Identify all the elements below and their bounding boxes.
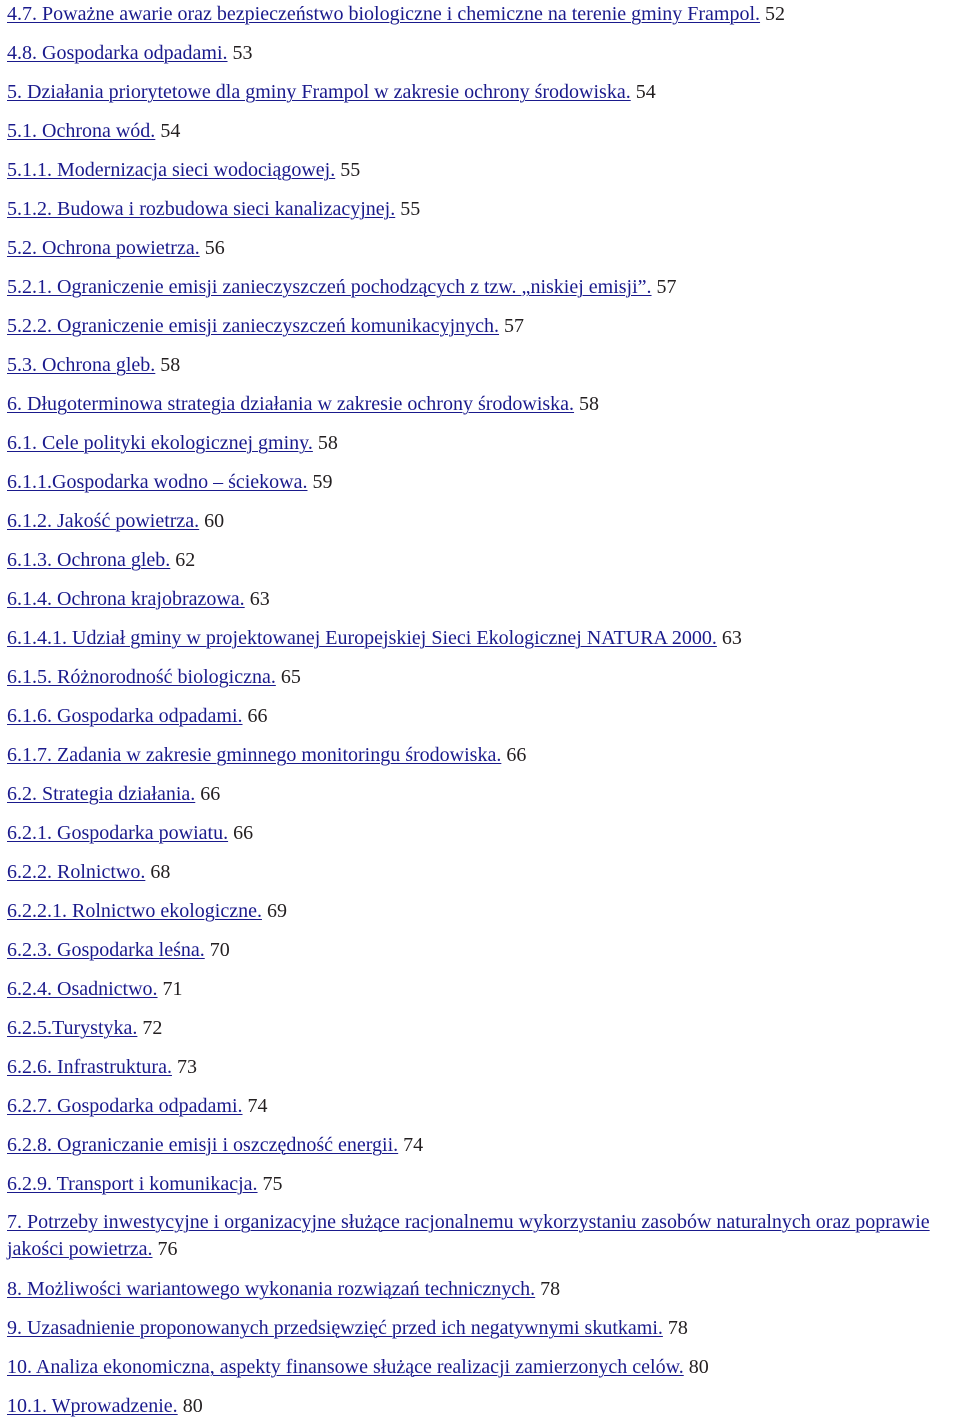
toc-link[interactable]: 6.2.5.Turystyka. — [7, 1017, 138, 1039]
toc-page-number: 62 — [175, 549, 196, 571]
toc-link[interactable]: 6.2.9. Transport i komunikacja. — [7, 1173, 258, 1195]
toc-page-number: 66 — [506, 744, 527, 766]
toc-entry — [7, 120, 180, 142]
toc-page-number: 54 — [635, 81, 656, 103]
toc-link[interactable]: 5.2.2. Ograniczenie emisji zanieczyszczeń komunikacyjnych. — [7, 315, 500, 337]
toc-entry — [7, 237, 225, 259]
toc-link[interactable]: 6.2.3. Gospodarka leśna. — [7, 939, 205, 961]
toc-page-number: 58 — [317, 432, 338, 454]
toc-page-number: 63 — [249, 588, 270, 610]
toc-page-number: 63 — [721, 627, 742, 649]
toc-entry — [7, 42, 253, 64]
toc-link[interactable]: 6.2.6. Infrastruktura. — [7, 1056, 172, 1078]
toc-entry — [7, 900, 287, 922]
toc-entry — [7, 1017, 162, 1039]
toc-link[interactable]: 5.2.1. Ograniczenie emisji zanieczyszczeń pochodzących z tzw. „niskiej emisji”. — [7, 276, 652, 298]
toc-link[interactable]: 4.8. Gospodarka odpadami. — [7, 42, 228, 64]
toc-link[interactable]: 6.1.3. Ochrona gleb. — [7, 549, 171, 571]
toc-page-number: 71 — [162, 978, 183, 1000]
toc-page-number: 78 — [540, 1278, 561, 1300]
toc-link[interactable]: 8. Możliwości wariantowego wykonania rozwiązań technicznych. — [7, 1278, 536, 1300]
toc-page-number: 72 — [142, 1017, 163, 1039]
toc-page-number: 58 — [160, 354, 181, 376]
toc-entry — [7, 861, 170, 883]
toc-page-number: 52 — [765, 3, 786, 25]
toc-link[interactable]: 5. Działania priorytetowe dla gminy Frampol w zakresie ochrony środowiska. — [7, 81, 631, 103]
toc-entry — [7, 159, 360, 181]
toc-link[interactable]: 6.2. Strategia działania. — [7, 783, 196, 805]
toc-page-number: 66 — [233, 822, 254, 844]
toc-link[interactable]: 6. Długoterminowa strategia działania w zakresie ochrony środowiska. — [7, 393, 575, 415]
toc-page-number: 57 — [504, 315, 525, 337]
toc-page-number: 76 — [157, 1238, 178, 1260]
toc-entry — [7, 1395, 203, 1417]
toc-link[interactable]: 6.1.2. Jakość powietrza. — [7, 510, 200, 532]
toc-link[interactable]: 6.1.4. Ochrona krajobrazowa. — [7, 588, 245, 610]
toc-entry — [7, 1056, 197, 1078]
toc-entry — [7, 510, 224, 532]
toc-page-number: 53 — [232, 42, 253, 64]
toc-page-number: 74 — [403, 1134, 424, 1156]
toc-entry — [7, 1317, 688, 1339]
toc-page-number: 55 — [340, 159, 361, 181]
toc-link[interactable]: 6.2.2.1. Rolnictwo ekologiczne. — [7, 900, 262, 922]
toc-entry — [7, 1134, 423, 1156]
toc-link[interactable]: 7. Potrzeby inwestycyjne i organizacyjne służące racjonalnemu wykorzystaniu zasobów naturalnych oraz poprawie jakości powietrza. — [7, 1211, 930, 1260]
toc-link[interactable]: 6.1.5. Różnorodność biologiczna. — [7, 666, 276, 688]
toc-link[interactable]: 5.3. Ochrona gleb. — [7, 354, 156, 376]
toc-page-number: 65 — [280, 666, 301, 688]
toc-page-number: 55 — [400, 198, 421, 220]
toc-entry — [7, 1173, 283, 1195]
toc-page-number: 54 — [160, 120, 181, 142]
toc-link[interactable]: 10. Analiza ekonomiczna, aspekty finansowe służące realizacji zamierzonych celów. — [7, 1356, 684, 1378]
toc-link[interactable]: 6.2.1. Gospodarka powiatu. — [7, 822, 229, 844]
toc-link[interactable]: 5.1. Ochrona wód. — [7, 120, 156, 142]
toc-entry — [7, 822, 253, 844]
toc-page-number: 59 — [312, 471, 333, 493]
toc-link[interactable]: 6.1. Cele polityki ekologicznej gminy. — [7, 432, 313, 454]
toc-page-number: 57 — [656, 276, 677, 298]
toc-page-number: 68 — [150, 861, 171, 883]
toc-page-number: 80 — [182, 1395, 203, 1417]
toc-entry — [7, 471, 333, 493]
toc-link[interactable]: 6.2.7. Gospodarka odpadami. — [7, 1095, 243, 1117]
toc-entry — [7, 666, 301, 688]
toc-entry — [7, 3, 785, 25]
toc-entry — [7, 783, 220, 805]
toc-page-number: 69 — [266, 900, 287, 922]
toc-entry — [7, 1095, 268, 1117]
toc-link[interactable]: 10.1. Wprowadzenie. — [7, 1395, 178, 1417]
toc-page-number: 66 — [247, 705, 268, 727]
toc-entry — [7, 1356, 709, 1378]
toc-page-number: 58 — [579, 393, 600, 415]
toc-page-number: 56 — [204, 237, 225, 259]
toc-entry — [7, 549, 195, 571]
toc-page-number: 74 — [247, 1095, 268, 1117]
toc-link[interactable]: 6.1.1.Gospodarka wodno – ściekowa. — [7, 471, 308, 493]
toc-link[interactable]: 9. Uzasadnienie proponowanych przedsięwzięć przed ich negatywnymi skutkami. — [7, 1317, 663, 1339]
toc-entry — [7, 276, 677, 298]
toc-page-number: 66 — [200, 783, 221, 805]
toc-entry — [7, 198, 420, 220]
toc-page-number: 73 — [176, 1056, 197, 1078]
toc-entry — [7, 432, 338, 454]
toc-link[interactable]: 5.1.2. Budowa i rozbudowa sieci kanalizacyjnej. — [7, 198, 396, 220]
toc-page-number: 60 — [204, 510, 225, 532]
toc-page-number: 78 — [667, 1317, 688, 1339]
toc-link[interactable]: 4.7. Poważne awarie oraz bezpieczeństwo biologiczne i chemiczne na terenie gminy Frampol. — [7, 3, 761, 25]
toc-page-number: 75 — [262, 1173, 283, 1195]
toc-link[interactable]: 6.1.6. Gospodarka odpadami. — [7, 705, 243, 727]
toc-entry — [7, 705, 268, 727]
toc-link[interactable]: 5.2. Ochrona powietrza. — [7, 237, 200, 259]
toc-entry — [7, 393, 599, 415]
toc-link[interactable]: 6.2.2. Rolnictwo. — [7, 861, 146, 883]
toc-page-number: 70 — [209, 939, 230, 961]
toc-link[interactable]: 6.1.7. Zadania w zakresie gminnego monitoringu środowiska. — [7, 744, 502, 766]
toc-page-number: 80 — [688, 1356, 709, 1378]
toc-entry — [7, 315, 524, 337]
toc-entry — [7, 588, 270, 610]
toc-entry — [7, 978, 183, 1000]
toc-entry — [7, 1278, 560, 1300]
toc-link[interactable]: 6.2.8. Ograniczanie emisji i oszczędność energii. — [7, 1134, 399, 1156]
toc-entry — [7, 627, 742, 649]
toc-entry — [7, 81, 656, 103]
toc-entry — [7, 354, 180, 376]
toc-entry — [7, 1209, 959, 1263]
toc-entry — [7, 939, 230, 961]
toc-link[interactable]: 6.2.4. Osadnictwo. — [7, 978, 158, 1000]
toc-link[interactable]: 5.1.1. Modernizacja sieci wodociągowej. — [7, 159, 336, 181]
toc-link[interactable]: 6.1.4.1. Udział gminy w projektowanej Europejskiej Sieci Ekologicznej NATURA 2000. — [7, 627, 717, 649]
toc-entry — [7, 744, 526, 766]
